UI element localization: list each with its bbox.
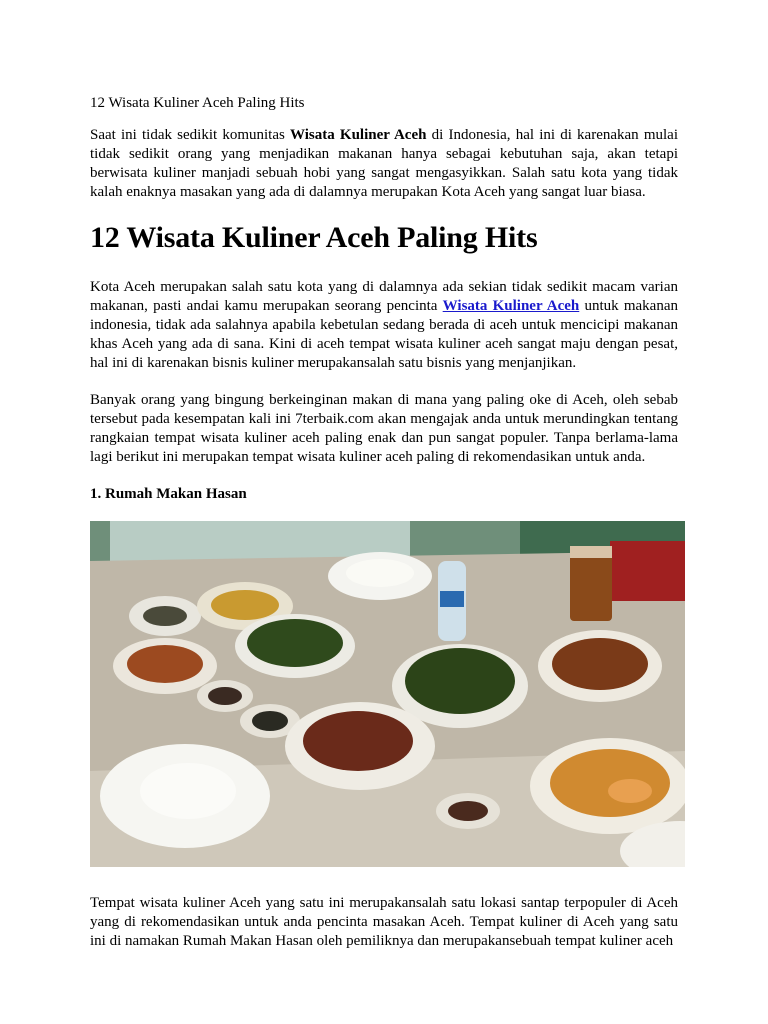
intro-paragraph	[90, 126, 678, 202]
section-heading-rumah-makan-hasan: 1. Rumah Makan Hasan	[90, 486, 247, 502]
red-curry	[127, 645, 203, 683]
rice-front	[140, 763, 236, 819]
side-dish-2	[252, 711, 288, 731]
fried-greens	[247, 619, 343, 667]
yellow-curry	[211, 590, 279, 620]
paragraph-1-start: Kota Aceh merupakan salah satu kota yang di dalamnya ada sekian tidak sedikit macam varian makanan, pasti andai kamu merupakan seorang pencinta	[90, 279, 678, 314]
intro-bold-keyword: Wisata Kuliner Aceh	[290, 127, 427, 143]
beef-curry	[552, 638, 648, 690]
bottle-label	[440, 591, 464, 607]
sambal	[448, 801, 488, 821]
wisata-kuliner-aceh-link[interactable]: Wisata Kuliner Aceh	[442, 298, 580, 314]
paragraph-3: Tempat wisata kuliner Aceh yang satu ini merupakansalah satu lokasi santap terpopuler di Aceh yang di rekomendasikan untuk anda pencinta masakan Aceh. Tempat kuliner di Aceh yang satu ini di namakan Rumah Makan Hasan oleh pemiliknya dan merupakansebuah tempat kuliner aceh	[90, 895, 678, 949]
main-heading: 12 Wisata Kuliner Aceh Paling Hits	[90, 221, 538, 254]
center-greens	[405, 648, 515, 714]
glass-rim	[570, 546, 612, 558]
paragraph-1	[90, 278, 678, 373]
document-body	[90, 94, 678, 969]
side-dish-1	[208, 687, 242, 705]
document-title: 12 Wisata Kuliner Aceh Paling Hits	[90, 95, 305, 111]
paragraph-1-end: untuk makanan indonesia, tidak ada salahnya apabila kebetulan sedang berada di aceh untuk mencicipi makanan khas Aceh yang ada di sana. Kini di aceh tempat wisata kuliner aceh sangat maju dengan pesat, hal ini di karenakan bisnis kuliner merupakansalah satu bisnis yang menjanjikan.	[90, 298, 679, 371]
intro-text-end: di Indonesia, hal ini di karenakan mulai tidak sedikit orang yang menjadikan makanan hanya sebagai kebutuhan saja, akan tetapi berwisata kuliner manjadi sebuah hobi yang sangat mengasyikkan. Salah satu kota yang tidak kalah enaknya masakan yang ada di dalamnya merupakan Kota Aceh yang sangat luar biasa.	[90, 127, 678, 200]
rice-back	[346, 559, 414, 587]
potato	[608, 779, 652, 803]
intro-text-start: Saat ini tidak sedikit komunitas	[90, 127, 290, 143]
fried-chicken	[303, 711, 413, 771]
food-photo	[90, 521, 685, 867]
paragraph-2: Banyak orang yang bingung berkeinginan makan di mana yang paling oke di Aceh, oleh sebab tersebut pada kesempatan kali ini 7terbaik.com akan mengajak anda untuk merundingkan tentang rangkaian tempat wisata kuliner aceh paling enak dan pun sangat populer. Tanpa berlama-lama lagi berikut ini merupakan tempat wisata kuliner aceh paling di rekomendasikan untuk anda.	[90, 392, 678, 465]
side-dish-left	[143, 606, 187, 626]
red-chair	[610, 541, 685, 601]
fish-curry	[550, 749, 670, 817]
